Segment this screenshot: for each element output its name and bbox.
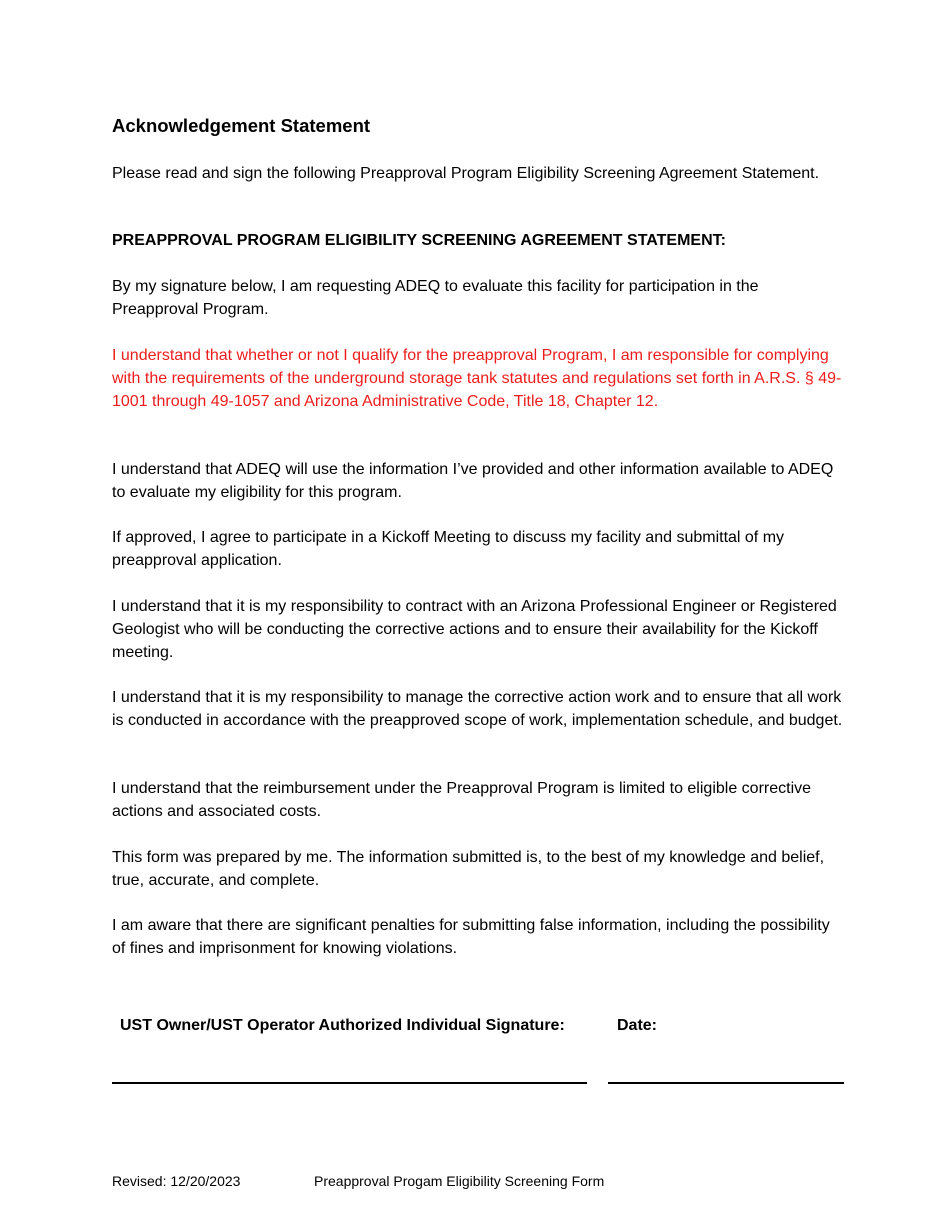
agreement-title: PREAPPROVAL PROGRAM ELIGIBILITY SCREENING AGREEMENT STATEMENT: (112, 232, 726, 249)
date-label: Date: (617, 1017, 658, 1034)
signature-label: UST Owner/UST Operator Authorized Individual Signature: (120, 1017, 565, 1034)
paragraph-engineer-contract: I understand that it is my responsibility to contract with an Arizona Professional Engineer or Registered Geologist who will be conducting the corrective actions and to ensure their availability for the Kickoff meeting. (112, 598, 837, 661)
paragraph-work-management: I understand that it is my responsibility to manage the corrective action work and to ensure that all work is conducted in accordance with the preapproved scope of work, implementation schedule, and budget. (112, 689, 843, 729)
footer-revised-date: Revised: 12/20/2023 (112, 1173, 241, 1189)
page-title: Acknowledgement Statement (112, 115, 371, 136)
paragraph-signature-request: By my signature below, I am requesting ADEQ to evaluate this facility for participation in the Preapproval Program. (112, 278, 759, 318)
date-line[interactable] (608, 1082, 844, 1084)
footer-form-name: Preapproval Progam Eligibility Screening Form (314, 1173, 605, 1189)
signature-line[interactable] (112, 1082, 587, 1084)
paragraph-compliance-notice: I understand that whether or not I qualify for the preapproval Program, I am responsible for complying with the requirements of the underground storage tank statutes and regulations set forth in A.R.S. § 49-1001 through 49-1057 and Arizona Administrative Code, Title 18, Chapter 12. (112, 347, 842, 410)
paragraph-information-use: I understand that ADEQ will use the information I’ve provided and other information available to ADEQ to evaluate my eligibility for this program. (112, 461, 834, 501)
paragraph-kickoff-meeting: If approved, I agree to participate in a Kickoff Meeting to discuss my facility and submittal of my preapproval application. (112, 529, 785, 569)
paragraph-penalties: I am aware that there are significant penalties for submitting false information, including the possibility of fines and imprisonment for knowing violations. (112, 917, 830, 957)
intro-paragraph: Please read and sign the following Preapproval Program Eligibility Screening Agreement Statement. (112, 165, 820, 182)
paragraph-certification: This form was prepared by me. The information submitted is, to the best of my knowledge and belief, true, accurate, and complete. (112, 849, 825, 889)
paragraph-reimbursement: I understand that the reimbursement under the Preapproval Program is limited to eligible corrective actions and associated costs. (112, 780, 812, 820)
